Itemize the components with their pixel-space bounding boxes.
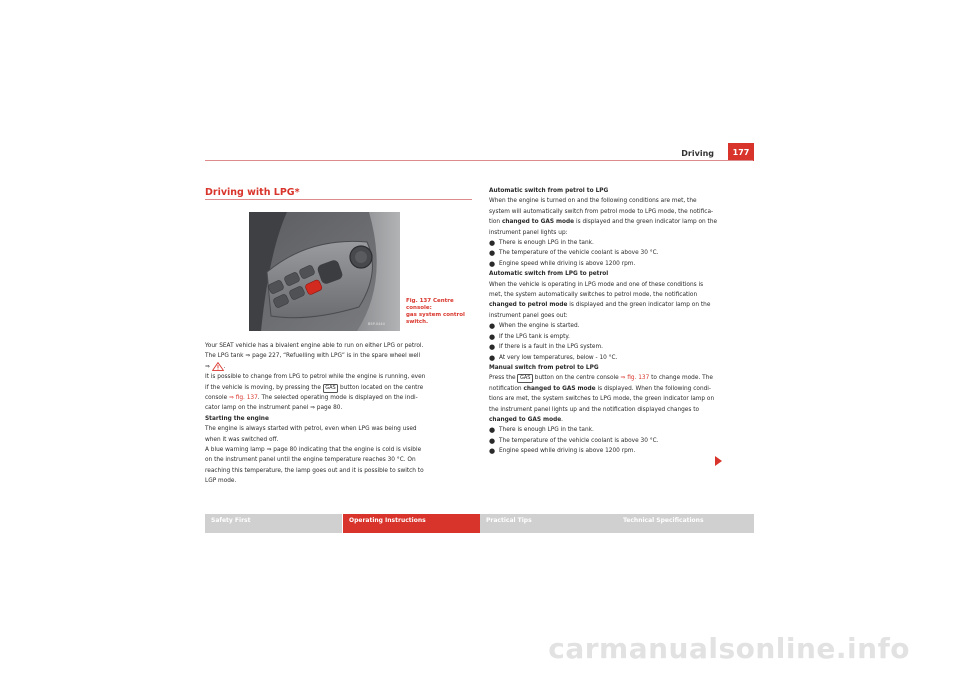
- bullet-icon: ●: [489, 239, 496, 248]
- text-line: reaching this temperature, the lamp goes out and it is possible to switch to: [205, 467, 424, 474]
- list-item: ● At very low temperatures, below - 10 °C.: [489, 353, 618, 362]
- page-number-badge: 177: [728, 143, 754, 161]
- left-text-column: [205, 341, 475, 487]
- tab-operating-instructions[interactable]: Operating Instructions: [343, 514, 480, 533]
- paragraph-starting: [205, 424, 475, 445]
- right-text-column: [489, 186, 759, 457]
- bullet-icon: ●: [489, 322, 496, 331]
- text-line: ⇒ .: [205, 363, 226, 370]
- list-item: ● If the LPG tank is empty.: [489, 332, 570, 341]
- text-line: console ⇒ fig. 137. The selected operating mode is displayed on the indi-: [205, 395, 418, 402]
- bullet-icon: ●: [489, 259, 496, 268]
- list-item: ● The temperature of the vehicle coolant is above 30 °C.: [489, 436, 659, 445]
- bullet-icon: ●: [489, 426, 496, 435]
- list-item: ● The temperature of the vehicle coolant is above 30 °C.: [489, 249, 659, 258]
- header-divider: [205, 160, 753, 161]
- tab-safety-first[interactable]: Safety First: [205, 514, 342, 533]
- bullet-icon: ●: [489, 343, 496, 352]
- centre-console-illustration: [249, 212, 400, 331]
- text-line: The LPG tank ⇒ page 227, “Refuelling with LPG” is in the spare wheel well: [205, 353, 421, 360]
- text-line: instrument panel lights up:: [489, 229, 568, 236]
- paragraph-auto-lpg-to-petrol: [489, 280, 759, 322]
- subheading-petrol-to-lpg: Automatic switch from petrol to LPG: [489, 188, 609, 194]
- bullet-icon: ●: [489, 332, 496, 341]
- text-line: on the instrument panel until the engine temperature reaches 30 °C. On: [205, 457, 416, 464]
- text-line: the instrument panel lights up and the notification displayed changes to: [489, 406, 700, 413]
- paragraph-manual-switch: [489, 373, 759, 425]
- figure-reference-link[interactable]: ⇒ fig. 137: [229, 395, 258, 402]
- text-line: changed to petrol mode is displayed and the green indicator lamp on the: [489, 302, 711, 309]
- subheading-lpg-to-petrol: Automatic switch from LPG to petrol: [489, 271, 609, 278]
- text-line: if the vehicle is moving, by pressing the GAS button located on the centre: [205, 384, 424, 391]
- section-title: Driving with LPG*: [205, 187, 300, 198]
- text-line: cator lamp on the instrument panel ⇒ page 80.: [205, 405, 343, 412]
- text-line: instrument panel goes out:: [489, 312, 568, 319]
- list-item: ● There is enough LPG in the tank.: [489, 239, 594, 248]
- list-item: ● Engine speed while driving is above 1200 rpm.: [489, 447, 636, 456]
- bullet-list-3: [489, 425, 759, 456]
- gas-button-symbol: GAS: [323, 384, 338, 393]
- text-line: When the engine is turned on and the following conditions are met, the: [489, 198, 697, 205]
- text-line: changed to GAS mode.: [489, 416, 564, 423]
- text-line: when it was switched off.: [205, 436, 279, 443]
- figure-reference-link[interactable]: ⇒ fig. 137: [620, 375, 650, 382]
- paragraph-auto-petrol-to-lpg: [489, 196, 759, 238]
- text-line: tion changed to GAS mode is displayed and the green indicator lamp on the: [489, 219, 718, 226]
- subheading-starting-engine: Starting the engine: [205, 415, 269, 422]
- bullet-icon: ●: [489, 447, 496, 456]
- text-line: Press the GAS button on the centre console ⇒ fig. 137 to change mode. The: [489, 375, 713, 382]
- bullet-icon: ●: [489, 249, 496, 258]
- text-line: system will automatically switch from petrol mode to LPG mode, the notifica-: [489, 208, 714, 215]
- continue-arrow-icon: [715, 456, 722, 466]
- figure-code: B5P-0444: [368, 322, 385, 326]
- figure-caption: [406, 298, 474, 326]
- bullet-icon: ●: [489, 436, 496, 445]
- subheading-manual-switch: Manual switch from petrol to LPG: [489, 364, 599, 371]
- section-divider: [205, 199, 472, 200]
- bullet-icon: ●: [489, 353, 496, 362]
- tab-practical-tips[interactable]: Practical Tips: [480, 514, 617, 533]
- list-item: ● When the engine is started.: [489, 322, 580, 331]
- centre-console-photo: [249, 212, 400, 331]
- paragraph-warning-lamp: [205, 445, 475, 487]
- text-line: notification changed to GAS mode is displayed. When the following condi-: [489, 385, 711, 392]
- figure-caption-line: switch.: [406, 319, 429, 325]
- paragraph-switching: [205, 372, 475, 414]
- warning-triangle-icon: [212, 362, 224, 371]
- figure-caption-line: Fig. 137 Centre console:: [406, 298, 454, 311]
- text-line: When the vehicle is operating in LPG mode and one of these conditions is: [489, 281, 704, 288]
- running-header-title: Driving: [681, 149, 714, 158]
- text-line: Your SEAT vehicle has a bivalent engine able to run on either LPG or petrol.: [205, 343, 424, 349]
- gas-button-symbol: GAS: [517, 374, 532, 383]
- text-line: LGP mode.: [205, 478, 237, 485]
- list-item: ● There is enough LPG in the tank.: [489, 426, 594, 435]
- text-line: met, the system automatically switches to petrol mode, the notification: [489, 292, 698, 299]
- text-line: tions are met, the system switches to LPG mode, the green indicator lamp on: [489, 396, 715, 403]
- text-line: The engine is always started with petrol, even when LPG was being used: [205, 426, 417, 433]
- bullet-list-2: [489, 321, 759, 363]
- list-item: ● Engine speed while driving is above 1200 rpm.: [489, 259, 636, 268]
- tab-technical-specifications[interactable]: Technical Specifications: [617, 514, 754, 533]
- text-line: It is possible to change from LPG to petrol while the engine is running, even: [205, 374, 426, 381]
- site-watermark: carmanualsonline.info: [548, 632, 910, 665]
- paragraph-intro: [205, 341, 475, 372]
- text-line: A blue warning lamp ⇒ page 80 indicating that the engine is cold is visible: [205, 447, 422, 454]
- figure-caption-line: gas system control: [406, 312, 465, 318]
- bullet-list-1: [489, 238, 759, 269]
- list-item: ● If there is a fault in the LPG system.: [489, 343, 603, 352]
